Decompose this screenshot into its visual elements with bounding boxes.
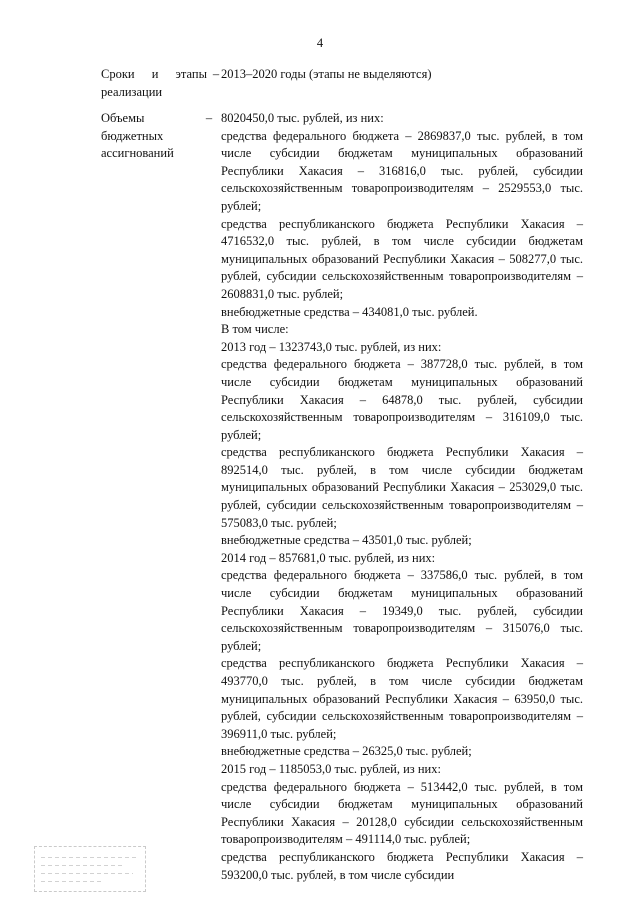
budget-paragraph: 2014 год – 857681,0 тыс. рублей, из них: [221,550,436,565]
terms-label-line1: Сроки и этапы [101,67,207,81]
budget-label-line1: Объемы [101,111,145,125]
budget-paragraph: В том числе: [221,322,289,337]
budget-label-line2: бюджетных [101,128,164,143]
budget-paragraph: средства республиканского бюджета Республики Хакасия – 493770,0 тыс. рублей, в том числе субсидии бюджетам муниципальных образований Республики Хакасия – 63950,0 тыс. рублей, субсидии сельскохозяйственным товаропроизводителям – 396911,0 тыс. рублей; [221,656,583,741]
budget-paragraph: внебюджетные средства – 43501,0 тыс. рублей; [221,533,472,548]
budget-paragraph: средства республиканского бюджета Республики Хакасия – 593200,0 тыс. рублей, в том числе субсидии [221,849,583,882]
terms-dash: – [212,67,220,81]
budget-paragraph: внебюджетные средства – 26325,0 тыс. рублей; [221,744,472,759]
budget-paragraph: средства федерального бюджета – 387728,0 тыс. рублей, в том числе субсидии бюджетам муниципальных образований Республики Хакасия – 64878,0 тыс. рублей, субсидии сельскохозяйственным товаропроизводителям – 316109,0 тыс. рублей; [221,357,583,442]
budget-paragraph: 2015 год – 1185053,0 тыс. рублей, из них: [221,761,441,776]
terms-value: 2013–2020 годы (этапы не выделяются) [221,67,432,81]
budget-paragraph: 2013 год – 1323743,0 тыс. рублей, из них: [221,339,442,354]
budget-content [221,110,583,884]
page-number: 4 [316,36,324,50]
budget-paragraph: внебюджетные средства – 434081,0 тыс. рублей. [221,304,478,319]
budget-paragraph: средства республиканского бюджета Республики Хакасия – 892514,0 тыс. рублей, в том числе субсидии бюджетам муниципальных образований Республики Хакасия – 253029,0 тыс. рублей, субсидии сельскохозяйственным товаропроизводителям – 575083,0 тыс. рублей; [221,445,583,530]
budget-paragraph: средства республиканского бюджета Республики Хакасия – 4716532,0 тыс. рублей, в том числе субсидии бюджетам муниципальных образований Республики Хакасия – 508277,0 тыс. рублей, субсидии сельскохозяйственным товаропроизводителям – 2608831,0 тыс. рублей; [221,216,583,301]
registration-stamp [34,846,146,892]
budget-label [101,110,201,163]
terms-label [101,66,207,101]
budget-paragraph: средства федерального бюджета – 337586,0 тыс. рублей, в том числе субсидии бюджетам муниципальных образований Республики Хакасия – 19349,0 тыс. рублей, субсидии сельскохозяйственным товаропроизводителям – 315076,0 тыс. рублей; [221,568,583,653]
budget-paragraph: 8020450,0 тыс. рублей, из них: [221,111,384,125]
budget-paragraph: средства федерального бюджета – 2869837,0 тыс. рублей, в том числе субсидии бюджетам муниципальных образований Республики Хакасия – 316816,0 тыс. рублей, субсидии сельскохозяйственным товаропроизводителям – 2529553,0 тыс. рублей; [221,128,583,213]
terms-label-line2: реализации [101,84,163,99]
budget-dash: – [205,111,213,125]
budget-paragraph: средства федерального бюджета – 513442,0 тыс. рублей, в том числе субсидии бюджетам муниципальных образований Республики Хакасия – 20128,0 субсидии сельскохозяйственным товаропроизводителям – 491114,0 тыс. рублей; [221,779,583,847]
budget-label-line3: ассигнований [101,146,174,161]
